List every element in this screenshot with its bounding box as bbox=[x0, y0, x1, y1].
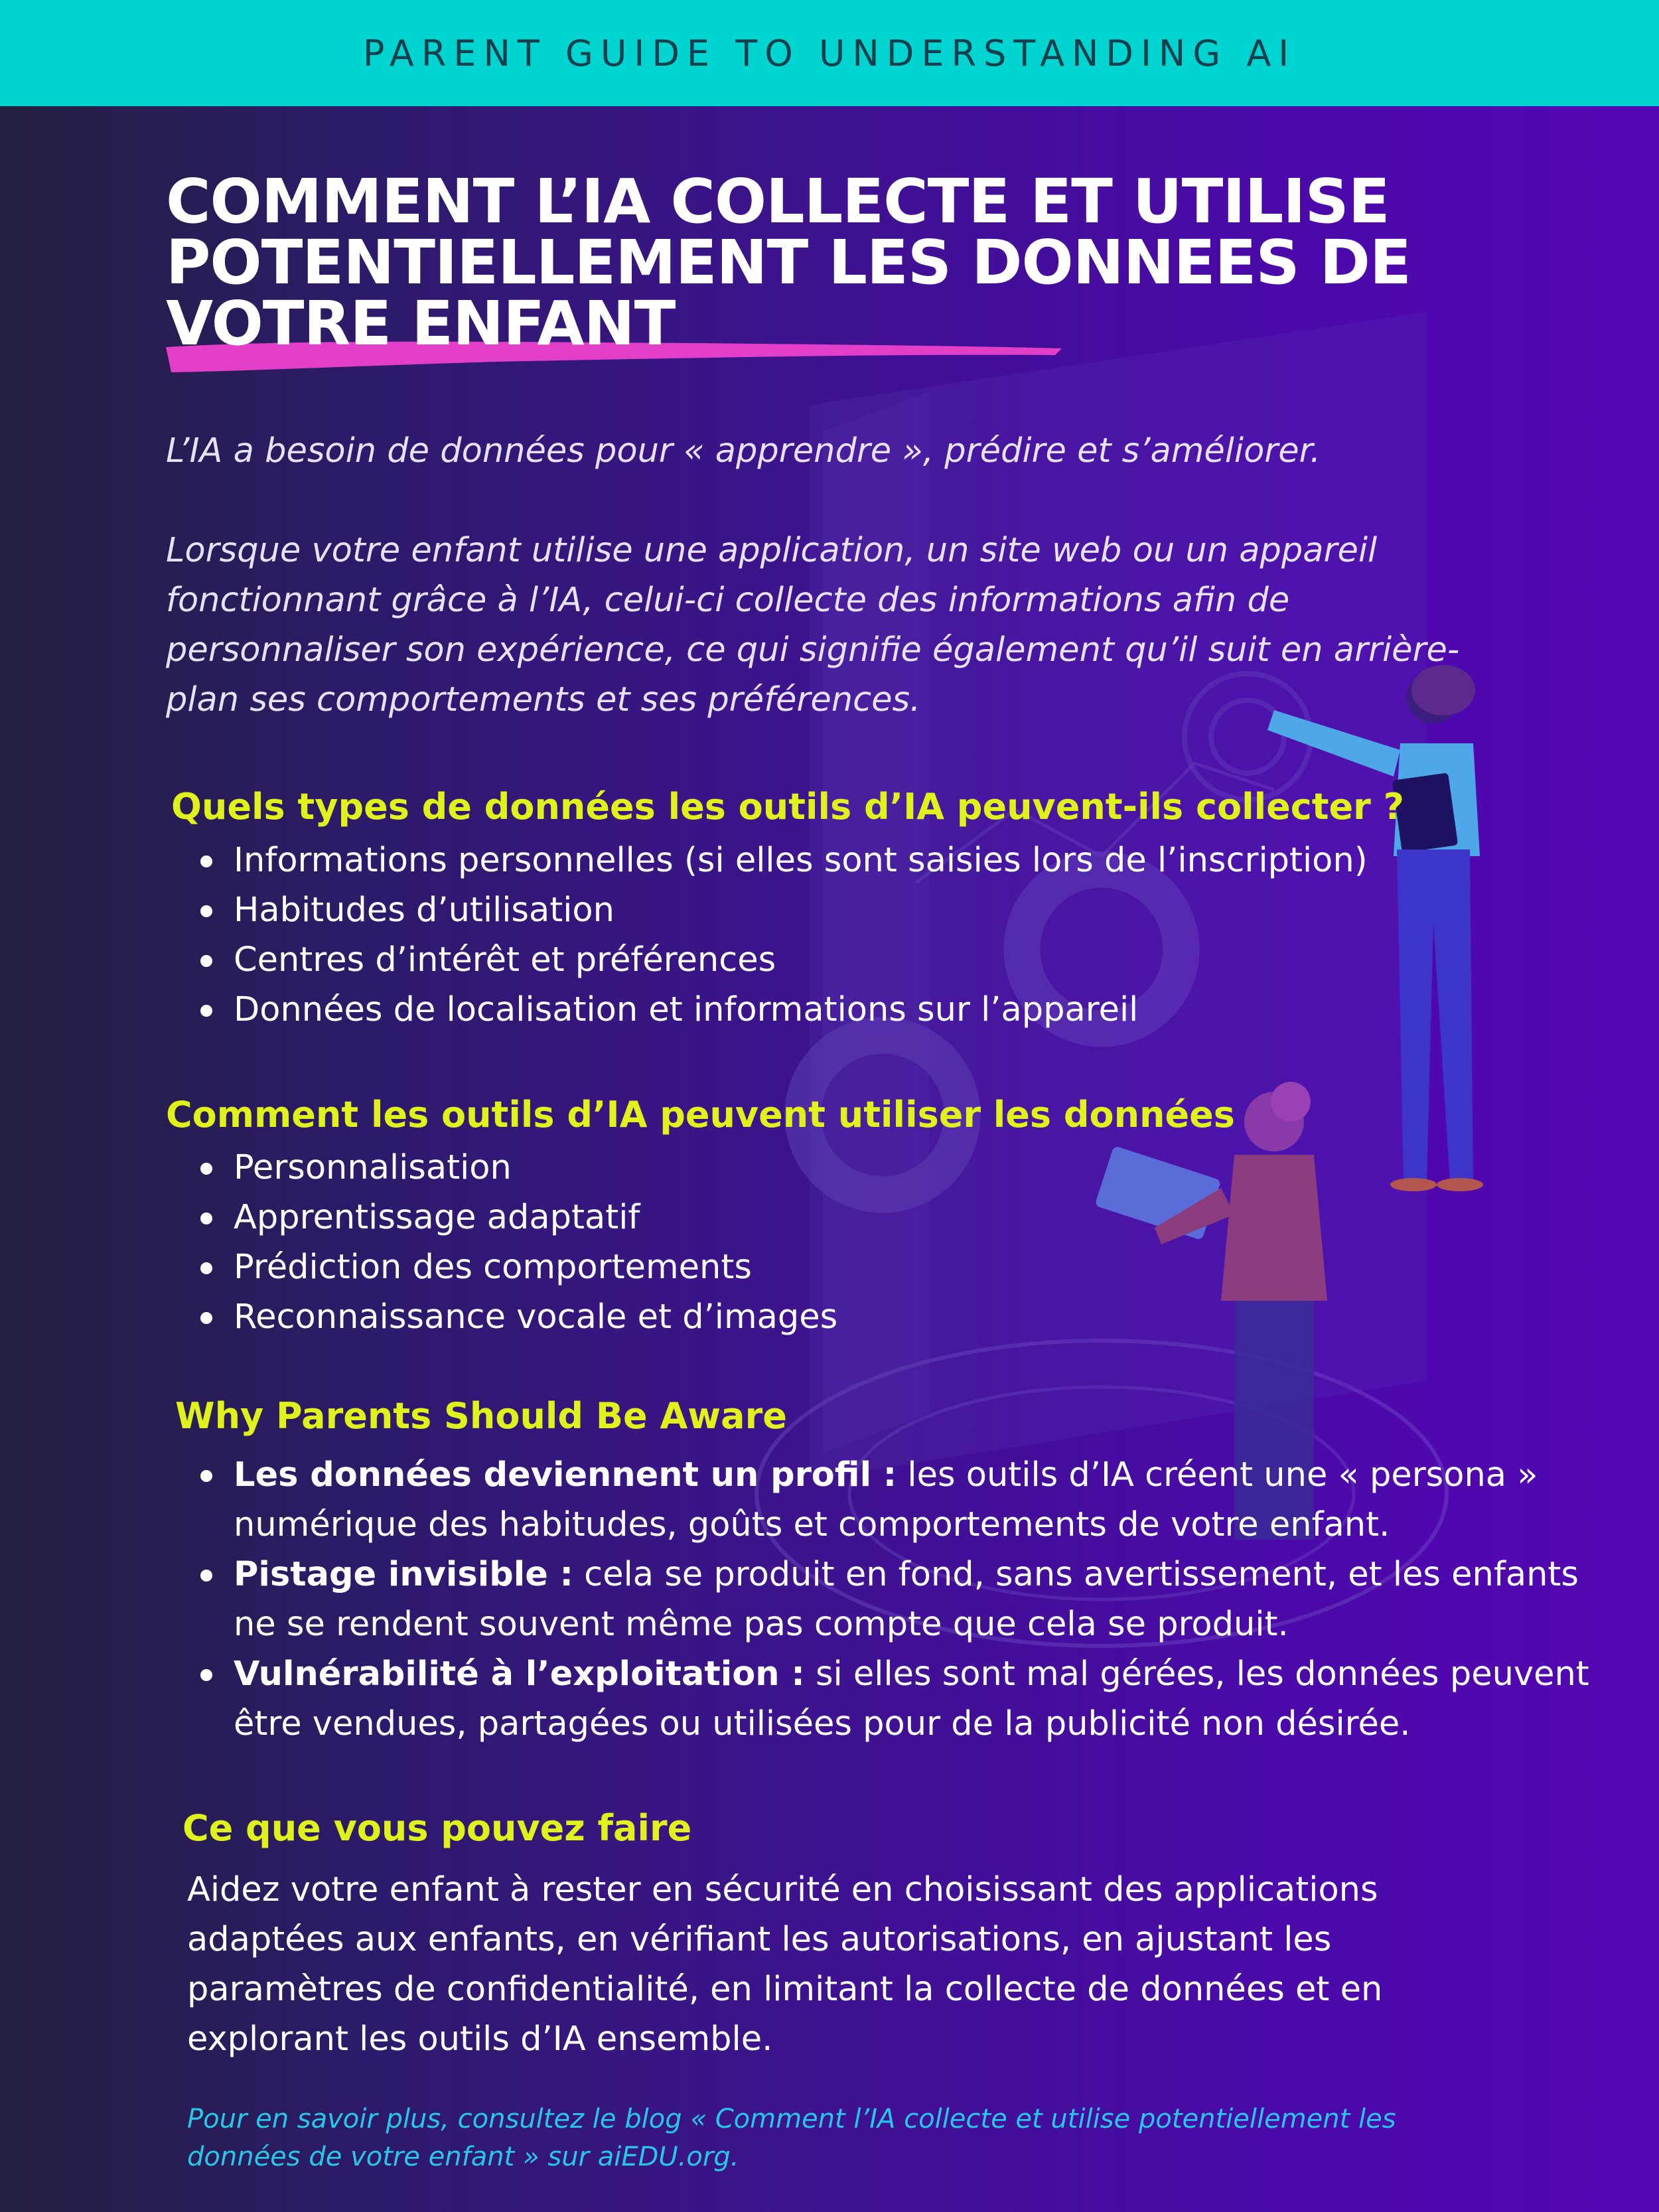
item-term: Pistage invisible : bbox=[234, 1555, 573, 1594]
what-you-can-do-text bbox=[187, 1865, 1581, 2064]
bullet-dot bbox=[200, 1570, 212, 1582]
list-item: Données de localisation et informations sur l’appareil bbox=[167, 985, 1594, 1035]
list-item: Personnalisation bbox=[167, 1143, 1594, 1193]
footer-note[interactable] bbox=[187, 2101, 1514, 2176]
body-line: explorant les outils d’IA ensemble. bbox=[187, 2020, 773, 2059]
page-title bbox=[166, 166, 1427, 359]
footer-line[interactable]: données de votre enfant » sur aiEDU.org. bbox=[187, 2142, 739, 2172]
footer-line[interactable]: Pour en savoir plus, consultez le blog « Comment l’IA collecte et utilise potentiellement les bbox=[187, 2104, 1396, 2134]
title-line-2: POTENTIELLEMENT LES DONNEES DE bbox=[166, 227, 1411, 298]
bullet-dot bbox=[200, 1470, 212, 1482]
item-text: si elles sont mal gérées, les données peuvent être vendues, partagées ou utilisées pour de la publicité non désirée. bbox=[234, 1655, 1589, 1743]
parents-aware-list bbox=[167, 1450, 1594, 1749]
bullet-dot bbox=[200, 1163, 212, 1175]
intro-line: personnaliser son expérience, ce qui signifie également qu’il suit en arrière- bbox=[166, 630, 1460, 670]
list-item: Apprentissage adaptatif bbox=[167, 1193, 1594, 1242]
heading-what-you-can-do: Ce que vous pouvez faire bbox=[182, 1807, 692, 1849]
bullet-dot bbox=[200, 1005, 212, 1017]
list-item: Reconnaissance vocale et d’images bbox=[167, 1292, 1594, 1342]
intro-line: plan ses comportements et ses préférences. bbox=[166, 680, 921, 719]
title-line-1: COMMENT L’IA COLLECTE ET UTILISE bbox=[166, 166, 1390, 237]
title-line-3: VOTRE ENFANT bbox=[166, 288, 676, 359]
intro-lead: L’IA a besoin de données pour « apprendre », prédire et s’améliorer. bbox=[166, 431, 1321, 471]
body-line: adaptées aux enfants, en vérifiant les autorisations, en ajustant les bbox=[187, 1920, 1332, 1959]
bullet-dot bbox=[200, 955, 212, 967]
heading-data-types: Quels types de données les outils d’IA peuvent-ils collecter ? bbox=[171, 786, 1404, 828]
heading-data-uses: Comment les outils d’IA peuvent utiliser les données bbox=[166, 1094, 1235, 1136]
intro-line: Lorsque votre enfant utilise une application, un site web ou un appareil bbox=[166, 531, 1378, 570]
bullet-dot bbox=[200, 1213, 212, 1224]
banner-title: PARENT GUIDE TO UNDERSTANDING AI bbox=[362, 32, 1297, 74]
body-line: Aidez votre enfant à rester en sécurité en choisissant des applications bbox=[187, 1870, 1378, 1909]
data-uses-list bbox=[167, 1143, 1594, 1342]
data-types-list bbox=[167, 836, 1594, 1035]
list-item: Informations personnelles (si elles sont saisies lors de l’inscription) bbox=[167, 836, 1594, 885]
bullet-dot bbox=[200, 855, 212, 867]
item-term: Vulnérabilité à l’exploitation : bbox=[234, 1655, 805, 1694]
bullet-dot bbox=[200, 1669, 212, 1681]
list-item: Centres d’intérêt et préférences bbox=[167, 935, 1594, 985]
bullet-dot bbox=[200, 905, 212, 917]
bullet-dot bbox=[200, 1262, 212, 1274]
intro-paragraph bbox=[166, 526, 1593, 725]
item-text: les outils d’IA créent une « persona » numérique des habitudes, goûts et comportements de votre enfant. bbox=[234, 1455, 1538, 1544]
body-line: paramètres de confidentialité, en limitant la collecte de données et en bbox=[187, 1970, 1383, 2009]
item-term: Les données deviennent un profil : bbox=[234, 1455, 897, 1495]
list-item: Prédiction des comportements bbox=[167, 1242, 1594, 1292]
list-item: Habitudes d’utilisation bbox=[167, 885, 1594, 935]
heading-parents-aware: Why Parents Should Be Aware bbox=[175, 1395, 787, 1437]
list-item bbox=[167, 1450, 1594, 1550]
list-item bbox=[167, 1649, 1594, 1749]
top-banner bbox=[0, 0, 1659, 106]
intro-line: fonctionnant grâce à l’IA, celui-ci collecte des informations afin de bbox=[166, 581, 1290, 620]
bullet-dot bbox=[200, 1312, 212, 1324]
list-item bbox=[167, 1550, 1594, 1649]
item-text: cela se produit en fond, sans avertissement, et les enfants ne se rendent souvent même pas compte que cela se produit. bbox=[234, 1555, 1579, 1644]
